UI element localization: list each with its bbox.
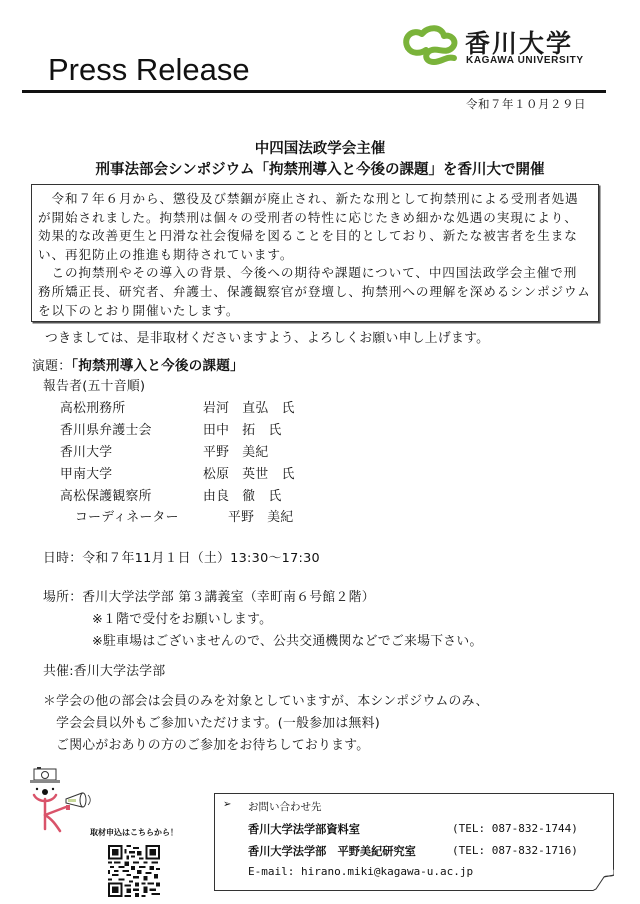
reporter-name: 平野 美紀 <box>203 445 269 460</box>
folded-corner-icon <box>592 869 614 891</box>
venue-value: 香川大学法学部 第３講義室（幸町南６号館２階） <box>82 590 375 605</box>
headline-title: 刑事法部会シンポジウム「拘禁刑導入と今後の課題」を香川大で開催 <box>95 162 545 178</box>
press-apply-label: 取材申込はこちらから！ <box>90 828 178 837</box>
reporter-org: 香川県弁護士会 <box>60 423 152 438</box>
summary-line: を以下のとおり開催いたします。 <box>38 302 240 318</box>
logo-name-en: KAGAWA UNIVERSITY <box>466 55 584 66</box>
topic <box>32 354 244 374</box>
summary-line: 務所矯正長、研究者、弁護士、保護観察官が登壇し、拘禁刑への理解を深めるシンポジウム <box>38 283 591 299</box>
summary-line: 令和７年６月から、懲役及び禁錮が廃止され、新たな刑として拘禁刑による受刑者処遇 <box>38 191 579 206</box>
note-line: ＊学会の他の部会は会員のみを対象としていますが、本シンポジウムのみ、 <box>43 694 489 709</box>
contact-org: 香川大学法学部資料室 <box>248 823 360 836</box>
headline-organizer: 中四国法政学会主催 <box>254 141 386 157</box>
qr-code-icon[interactable] <box>108 845 160 897</box>
reporter-org: 香川大学 <box>60 445 113 460</box>
coordinator-name: 平野 美紀 <box>228 510 294 525</box>
press-release-title: Press Release <box>48 52 250 87</box>
event-datetime <box>43 547 320 566</box>
note-line: 学会会員以外もご参加いただけます。(一般参加は無料) <box>43 716 380 731</box>
release-date: 令和７年１０月２９日 <box>466 97 586 111</box>
venue-note: ※１階で受付をお願いします。 <box>92 612 273 627</box>
header-rule <box>22 90 606 93</box>
summary-line: い、再犯防止の推進も期待されています。 <box>38 246 294 262</box>
request-text: つきましては、是非取材くださいますよう、よろしくお願い申し上げます。 <box>45 331 490 346</box>
reporter-org: 高松刑務所 <box>60 401 126 416</box>
event-venue <box>43 586 375 605</box>
reporter-name: 由良 徹 氏 <box>203 489 282 504</box>
topic-label: 演題： <box>32 359 72 374</box>
contact-org: 香川大学法学部 平野美紀研究室 <box>248 845 416 858</box>
cohost: 共催:香川大学法学部 <box>43 664 166 679</box>
venue-label: 場所： <box>43 590 83 605</box>
summary-line: 効果的な改善更生と円滑な社会復帰を図ることを目的としており、新たな被害者を生まな <box>38 228 578 244</box>
contact-tel[interactable]: (TEL: 087-832-1716) <box>452 844 578 857</box>
topic-title: 「拘禁刑導入と今後の課題」 <box>71 358 244 374</box>
reporter-name: 岩河 直弘 氏 <box>203 401 295 416</box>
arrow-bullet-icon: ➢ <box>223 799 232 810</box>
datetime-label: 日時： <box>43 551 83 566</box>
logo-name-jp: 香川大学 <box>465 29 574 58</box>
reporter-org: 甲南大学 <box>60 467 113 482</box>
kagawa-university-logo-icon <box>402 22 460 68</box>
summary-line: この拘禁刑やその導入の背景、今後への期待や課題について、中四国法政学会主催で刑 <box>38 265 578 281</box>
reporter-name: 松原 英世 氏 <box>203 467 295 482</box>
reporters-heading: 報告者(五十音順) <box>43 379 146 394</box>
contact-heading: お問い合わせ先 <box>248 801 322 813</box>
reporter-name: 田中 拓 氏 <box>203 423 282 438</box>
contact-tel[interactable]: (TEL: 087-832-1744) <box>452 822 578 835</box>
contact-box <box>214 793 614 891</box>
summary-box <box>31 184 599 322</box>
contact-email[interactable]: E-mail: hirano.miki@kagawa-u.ac.jp <box>248 865 474 878</box>
summary-line: が開始されました。拘禁刑は個々の受刑者の特性に応じたきめ細かな処遇の実現により、 <box>38 209 578 225</box>
reporter-mascot-icon[interactable] <box>28 765 98 835</box>
note-line: ご関心がおありの方のご参加をお待ちしております。 <box>43 738 370 753</box>
venue-note: ※駐車場はございませんので、公共交通機関などでご来場下さい。 <box>92 634 483 649</box>
datetime-value: 令和７年11月１日（土）13:30～17:30 <box>82 551 321 566</box>
reporter-org: 高松保護観察所 <box>60 489 152 504</box>
coordinator-label: コーディネーター <box>75 510 179 525</box>
